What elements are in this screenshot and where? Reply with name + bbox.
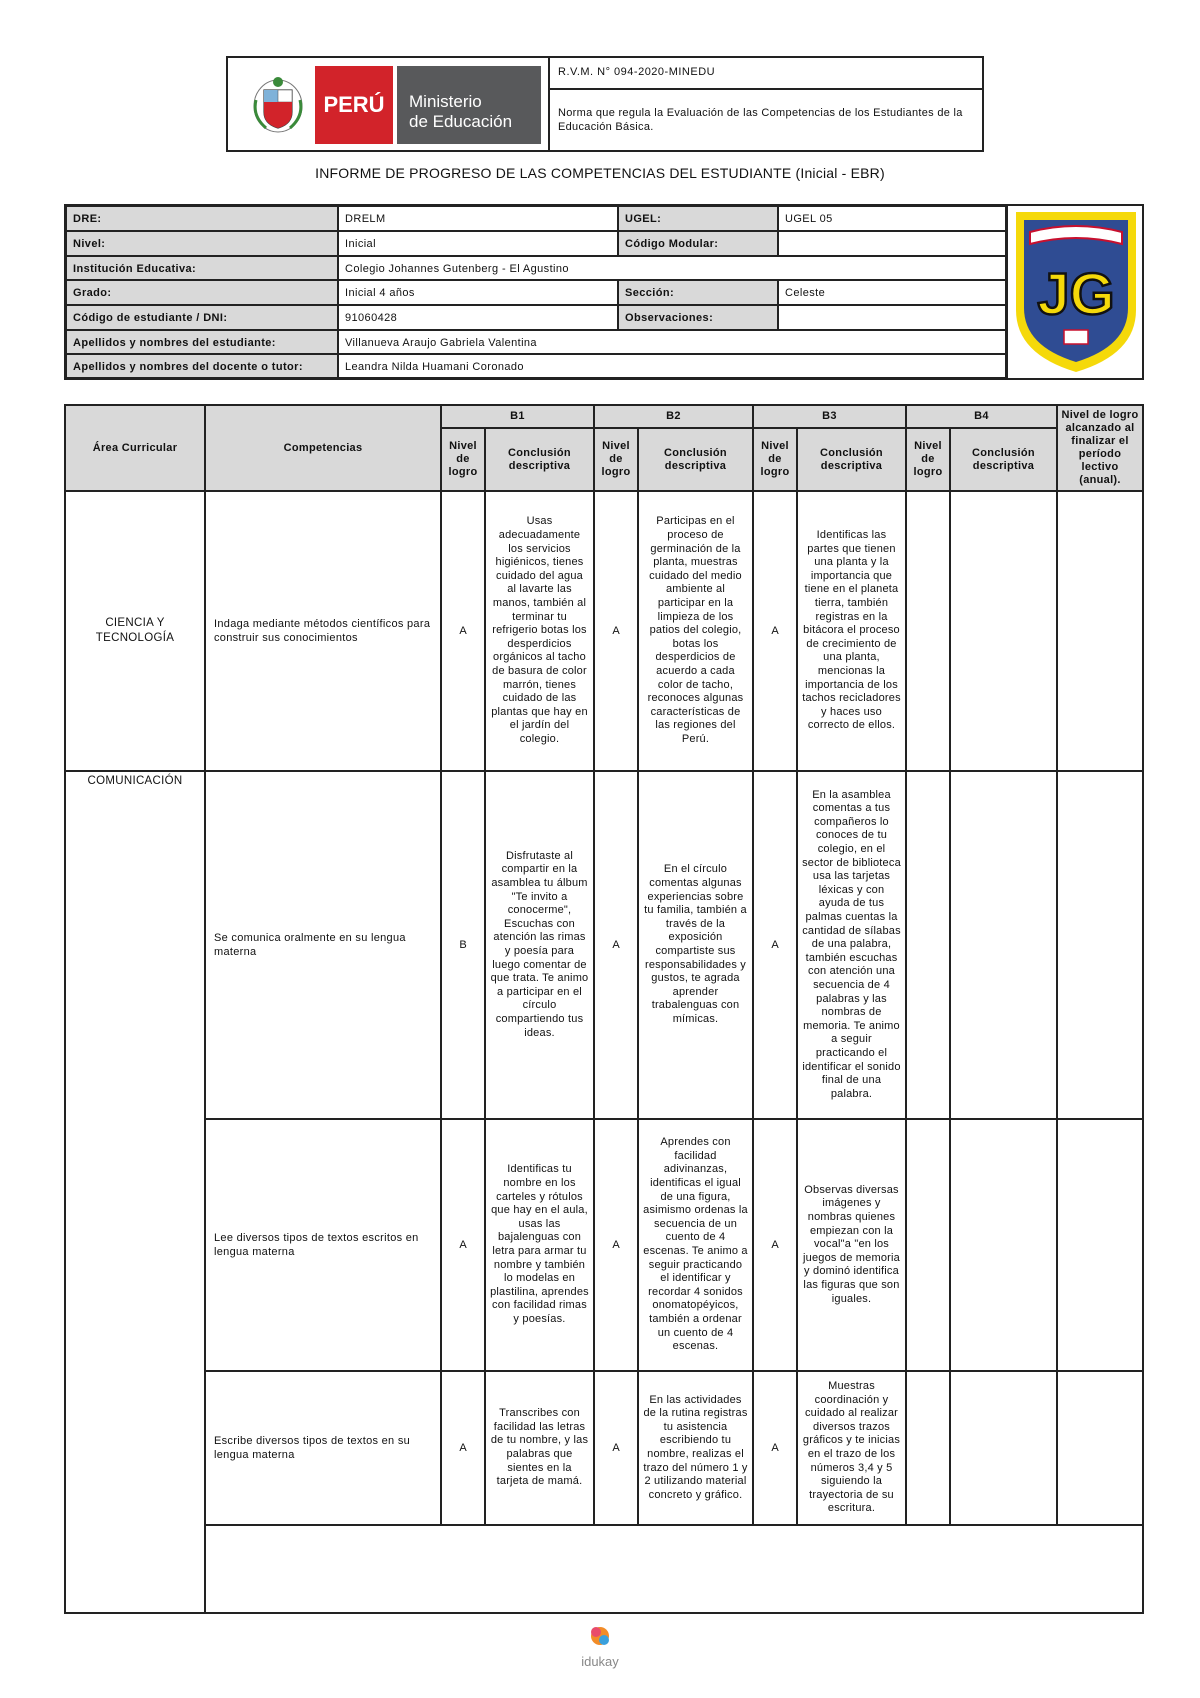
row-4-b2-conclusion: En las actividades de la rutina registras tu asistencia escribiendo tu nombre, realizas el trazo del número 1 y 2 utilizando material concreto y gráfico. xyxy=(639,1372,754,1526)
row-2-b2-conclusion: En el círculo comentas algunas experiencias sobre tu familia, también a través de la exposición compartiste sus responsabilidades y gustos, te agrada aprender trabalenguas con mímicas. xyxy=(639,772,754,1120)
row-3-b4-conclusion xyxy=(951,1120,1058,1372)
row-1-b1-conclusion: Usas adecuadamente los servicios higiénicos, tienes cuidado del agua al lavarte las manos, también al terminar tu refrigerio botas los desperdicios orgánicos al tacho de basura de color marrón, tienes cuidado de las plantas que hay en el jardín del colegio. xyxy=(486,492,595,772)
school-shield-icon xyxy=(1008,206,1144,378)
row-2-b2-nivel: A xyxy=(595,772,639,1120)
estudiante-label: Apellidos y nombres del estudiante: xyxy=(66,330,338,354)
school-logo-area xyxy=(1006,206,1144,378)
row-2-b3-nivel: A xyxy=(754,772,798,1120)
header-b4-nivel: Nivel de logro xyxy=(907,429,951,492)
ugel-value: UGEL 05 xyxy=(778,206,1006,231)
ministerio-line-1: Ministerio xyxy=(409,92,482,111)
row-1-b2-conclusion: Participas en el proceso de germinación de la planta, muestras cuidado del medio ambiente al participar en la limpieza de los patios del colegio, botas los desperdicios de acuerdo a cada color de tacho, reconoces algunas características de las regiones del Perú. xyxy=(639,492,754,772)
row-4-b4-nivel xyxy=(907,1372,951,1526)
row-3-b1-nivel: A xyxy=(442,1120,486,1372)
ugel-label: UGEL: xyxy=(618,206,778,231)
row-2-b3-conclusion: En la asamblea comentas a tus compañeros lo conoces de tu colegio, en el sector de biblioteca usa las tarjetas léxicas y con ayuda de tus palmas cuentas la cantidad de sílabas de una palabra, también escuchas con atención una secuencia de 4 palabras y las nombras de memoria. Te animo a seguir practicando el identificar el sonido final de una palabra. xyxy=(798,772,907,1120)
norm-description: Norma que regula la Evaluación de las Competencias de los Estudiantes de la Educación Básica. xyxy=(558,107,963,133)
row-1-b4-conclusion xyxy=(951,492,1058,772)
codigo-estudiante-value: 91060428 xyxy=(338,305,618,330)
nivel-label: Nivel: xyxy=(66,231,338,256)
ministerio-line-2: de Educación xyxy=(409,112,513,131)
docente-value: Leandra Nilda Huamani Coronado xyxy=(338,354,1006,378)
row-2-b4-conclusion xyxy=(951,772,1058,1120)
idukay-brand-text: idukay xyxy=(581,1654,619,1669)
observaciones-label: Observaciones: xyxy=(618,305,778,330)
row-4-anual xyxy=(1058,1372,1142,1526)
competencies-table xyxy=(64,404,1144,1614)
header-b1: B1 xyxy=(442,406,595,429)
institucion-label: Institución Educativa: xyxy=(66,256,338,280)
row-2-b4-nivel xyxy=(907,772,951,1120)
row-1-b4-nivel xyxy=(907,492,951,772)
row-2-anual xyxy=(1058,772,1142,1120)
row-1-b1-nivel: A xyxy=(442,492,486,772)
row-3-b3-conclusion: Observas diversas imágenes y nombras quienes empiezan con la vocal"a "en los juegos de memoria y dominó identifica las figuras que son iguales. xyxy=(798,1120,907,1372)
header-b2-nivel: Nivel de logro xyxy=(595,429,639,492)
area-ciencia: CIENCIA Y TECNOLOGÍA xyxy=(66,492,206,772)
codigo-modular-value xyxy=(778,231,1006,256)
row-1-b2-nivel: A xyxy=(595,492,639,772)
row-1-b3-conclusion: Identificas las partes que tienen una planta y la importancia que tiene en el planeta tierra, también registras en la bitácora el proceso de crecimiento de una planta, mencionas la importancia de los tachos recicladores y haces uso correcto de ellos. xyxy=(798,492,907,772)
docente-label: Apellidos y nombres del docente o tutor: xyxy=(66,354,338,378)
codigo-modular-label: Código Modular: xyxy=(618,231,778,256)
row-4-b3-conclusion: Muestras coordinación y cuidado al realizar diversos trazos gráficos y te inicias en el trazo de los números 3,4 y 5 siguiendo la trayectoria de su escritura. xyxy=(798,1372,907,1526)
dre-value: DRELM xyxy=(338,206,618,231)
norm-code: R.V.M. N° 094-2020-MINEDU xyxy=(550,58,982,90)
header-competencias: Competencias xyxy=(206,406,442,492)
idukay-logo-icon xyxy=(570,1622,630,1672)
competencia-row-3: Lee diversos tipos de textos escritos en lengua materna xyxy=(206,1120,442,1372)
grado-label: Grado: xyxy=(66,280,338,305)
peru-brand-block: PERÚ xyxy=(315,66,393,144)
peru-coat-of-arms-icon xyxy=(250,70,306,140)
row-3-b4-nivel xyxy=(907,1120,951,1372)
header-b4: B4 xyxy=(907,406,1058,429)
header-b3: B3 xyxy=(754,406,907,429)
row-4-b3-nivel: A xyxy=(754,1372,798,1526)
ministerio-brand-block xyxy=(397,66,541,144)
row-3-anual xyxy=(1058,1120,1142,1372)
institucion-value: Colegio Johannes Gutenberg - El Agustino xyxy=(338,256,1006,280)
header-area: Área Curricular xyxy=(66,406,206,492)
row-4-b1-conclusion: Transcribes con facilidad las letras de tu nombre, y las palabras que sientes en la tarjeta de mamá. xyxy=(486,1372,595,1526)
row-3-b1-conclusion: Identificas tu nombre en los carteles y rótulos que hay en el aula, usas las bajalenguas con letra para armar tu nombre y también lo modelas en plastilina, aprendes con facilidad rimas y poesías. xyxy=(486,1120,595,1372)
seccion-label: Sección: xyxy=(618,280,778,305)
report-title: INFORME DE PROGRESO DE LAS COMPETENCIAS DEL ESTUDIANTE (Inicial - EBR) xyxy=(315,165,885,181)
nivel-value: Inicial xyxy=(338,231,618,256)
observaciones-value xyxy=(778,305,1006,330)
row-3-b2-nivel: A xyxy=(595,1120,639,1372)
school-logo-letters: JG xyxy=(1037,262,1115,327)
row-4-b4-conclusion xyxy=(951,1372,1058,1526)
row-3-b2-conclusion: Aprendes con facilidad adivinanzas, identificas el igual de una figura, asimismo ordenas la secuencia de un cuento de 4 escenas. Te animo a seguir practicando el identificar y recordar 4 sonidos onomatopéyicos, también a ordenar un cuento de 4 escenas. xyxy=(639,1120,754,1372)
row-4-b1-nivel: A xyxy=(442,1372,486,1526)
seccion-value: Celeste xyxy=(778,280,1006,305)
grado-value: Inicial 4 años xyxy=(338,280,618,305)
area-comunicacion: COMUNICACIÓN xyxy=(66,772,206,1612)
dre-label: DRE: xyxy=(66,206,338,231)
row-1-b3-nivel: A xyxy=(754,492,798,772)
header-b1-nivel: Nivel de logro xyxy=(442,429,486,492)
norm-header xyxy=(226,56,984,152)
header-b2: B2 xyxy=(595,406,754,429)
competencia-row-1: Indaga mediante métodos científicos para construir sus conocimientos xyxy=(206,492,442,772)
row-2-b1-nivel: B xyxy=(442,772,486,1120)
minedu-logo-area xyxy=(228,58,550,150)
row-1-anual xyxy=(1058,492,1142,772)
estudiante-value: Villanueva Araujo Gabriela Valentina xyxy=(338,330,1006,354)
header-b2-conclusion: Conclusión descriptiva xyxy=(639,429,754,492)
student-info-grid xyxy=(64,204,1144,380)
row-3-b3-nivel: A xyxy=(754,1120,798,1372)
competencia-row-4: Escribe diversos tipos de textos en su lengua materna xyxy=(206,1372,442,1526)
row-4-b2-nivel: A xyxy=(595,1372,639,1526)
header-b3-conclusion: Conclusión descriptiva xyxy=(798,429,907,492)
row-2-b1-conclusion: Disfrutaste al compartir en la asamblea tu álbum "Te invito a conocerme", Escuchas con atención las rimas y poesía para luego comentar de que trata. Te animo a participar en el círculo compartiendo tus ideas. xyxy=(486,772,595,1120)
header-b4-conclusion: Conclusión descriptiva xyxy=(951,429,1058,492)
header-b1-conclusion: Conclusión descriptiva xyxy=(486,429,595,492)
codigo-estudiante-label: Código de estudiante / DNI: xyxy=(66,305,338,330)
competencia-row-2: Se comunica oralmente en su lengua materna xyxy=(206,772,442,1120)
header-anual: Nivel de logro alcanzado al finalizar el período lectivo (anual). xyxy=(1058,406,1142,492)
header-b3-nivel: Nivel de logro xyxy=(754,429,798,492)
